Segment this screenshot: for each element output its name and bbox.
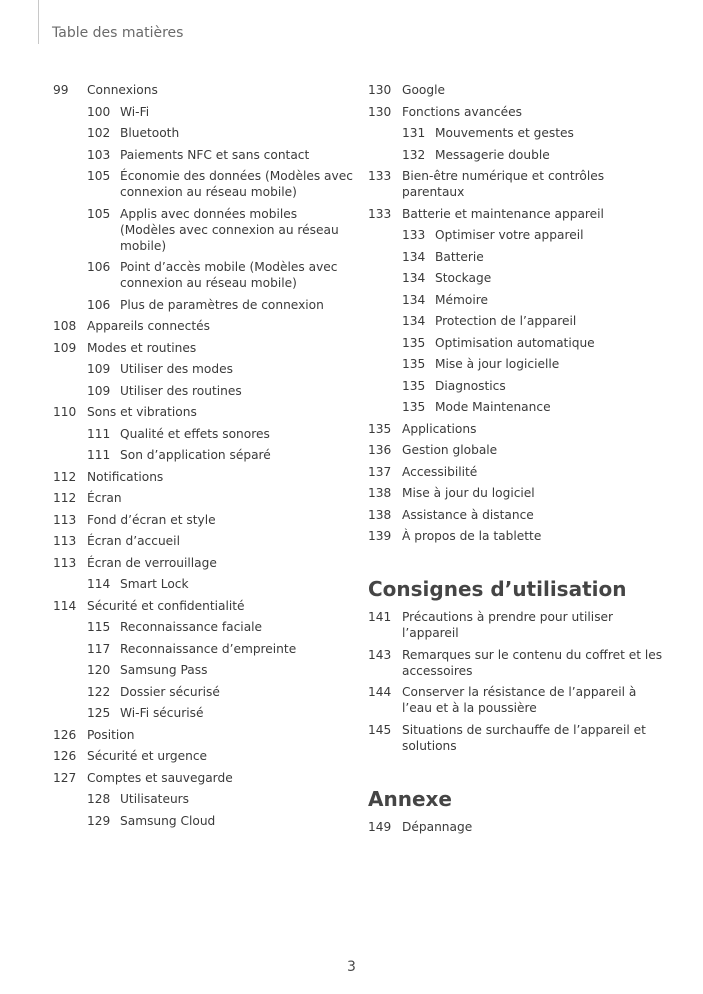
- toc-entry[interactable]: [53, 555, 353, 571]
- toc-entry-page: 145: [368, 722, 392, 737]
- toc-entry-page: 117: [87, 641, 111, 656]
- toc-entry-page: 106: [87, 297, 111, 312]
- toc-entry-page: 125: [87, 706, 111, 720]
- toc-entry[interactable]: [53, 490, 353, 506]
- toc-entry-page: 135: [402, 335, 426, 350]
- toc-entry-page: 120: [87, 663, 111, 677]
- toc-entry-page: 143: [368, 647, 392, 662]
- section-title-annexe: Annexe: [368, 787, 452, 811]
- toc-entry-page: 129: [87, 813, 111, 828]
- toc-entry[interactable]: [53, 813, 353, 829]
- toc-entry-page: 135: [402, 378, 426, 393]
- toc-entry[interactable]: [53, 598, 353, 614]
- toc-entry-title: Assistance à distance: [402, 507, 534, 522]
- toc-entry-page: 134: [402, 292, 426, 307]
- toc-entry-page: 137: [368, 464, 392, 479]
- toc-entry-title: Notifications: [87, 469, 164, 484]
- toc-entry-title: Wi-Fi sécurisé: [120, 706, 204, 720]
- toc-entry[interactable]: [368, 399, 668, 415]
- toc-entry-title: Bluetooth: [120, 126, 180, 140]
- toc-entry-title: Économie des données (Modèles avec connexion au réseau mobile): [120, 169, 353, 199]
- toc-entry[interactable]: [53, 104, 353, 120]
- toc-entry[interactable]: [53, 791, 353, 807]
- toc-entry[interactable]: [368, 507, 668, 523]
- toc-entry-title: Batterie et maintenance appareil: [402, 206, 604, 221]
- toc-entry-title: Utiliser des modes: [120, 362, 233, 376]
- toc-entry[interactable]: [368, 647, 668, 679]
- toc-entry[interactable]: [368, 442, 668, 458]
- toc-entry-title: Plus de paramètres de connexion: [120, 297, 324, 312]
- toc-entry-page: 111: [87, 426, 111, 441]
- toc-entry-page: 131: [402, 126, 426, 140]
- toc-entry-title: Applications: [402, 421, 477, 436]
- toc-entry[interactable]: [368, 292, 668, 308]
- toc-entry[interactable]: [368, 464, 668, 480]
- toc-entry-page: 135: [402, 357, 426, 371]
- toc-entry[interactable]: [368, 125, 668, 141]
- toc-entry-page: 136: [368, 443, 392, 457]
- toc-entry[interactable]: [53, 727, 353, 743]
- toc-entry-page: 135: [368, 421, 392, 436]
- toc-entry-title: Dossier sécurisé: [120, 684, 220, 699]
- toc-entry-page: 114: [53, 598, 77, 613]
- toc-entry-title: Smart Lock: [120, 577, 189, 591]
- toc-entry[interactable]: [53, 533, 353, 549]
- toc-entry[interactable]: [368, 722, 668, 754]
- toc-entry-title: Gestion globale: [402, 443, 498, 457]
- toc-entry-title: Fonctions avancées: [402, 104, 522, 119]
- toc-entry-title: À propos de la tablette: [402, 529, 542, 543]
- toc-entry-title: Appareils connectés: [87, 319, 210, 333]
- toc-entry[interactable]: [368, 168, 668, 200]
- toc-entry-title: Optimisation automatique: [435, 335, 595, 350]
- toc-entry-title: Bien-être numérique et contrôles parentaux: [402, 169, 605, 199]
- toc-entry-page: 134: [402, 249, 426, 264]
- toc-entry[interactable]: [53, 147, 353, 163]
- toc-entry-title: Remarques sur le contenu du coffret et les accessoires: [402, 647, 663, 678]
- toc-entry-title: Sécurité et urgence: [87, 749, 208, 763]
- toc-left-column: [53, 82, 353, 834]
- toc-entry-page: 109: [87, 383, 111, 398]
- toc-entry-page: 113: [53, 534, 77, 548]
- toc-entry-title: Accessibilité: [402, 464, 478, 479]
- toc-entry[interactable]: [368, 684, 668, 716]
- toc-entry[interactable]: [53, 512, 353, 528]
- section-annexe: [368, 787, 668, 841]
- toc-entry-title: Paiements NFC et sans contact: [120, 147, 310, 162]
- toc-entry-page: 122: [87, 684, 111, 699]
- toc-entry[interactable]: [368, 378, 668, 394]
- toc-entry-page: 138: [368, 486, 392, 500]
- toc-entry-page: 102: [87, 126, 111, 140]
- toc-entry[interactable]: [53, 404, 353, 420]
- toc-entry[interactable]: [53, 318, 353, 334]
- toc-entry-title: Précautions à prendre pour utiliser l’appareil: [402, 610, 614, 640]
- toc-entry-title: Point d’accès mobile (Modèles avec connexion au réseau mobile): [120, 260, 338, 290]
- toc-entry-title: Utilisateurs: [120, 792, 190, 806]
- toc-entry-page: 108: [53, 319, 77, 333]
- toc-entry[interactable]: [368, 206, 668, 222]
- toc-entry-page: 128: [87, 792, 111, 806]
- toc-entry-title: Fond d’écran et style: [87, 512, 216, 527]
- section-annexe-list: [368, 819, 668, 835]
- toc-entry-title: Optimiser votre appareil: [435, 228, 584, 242]
- page-header-title: Table des matières: [52, 25, 184, 41]
- toc-entry[interactable]: [368, 270, 668, 286]
- toc-entry-page: 149: [368, 820, 392, 834]
- toc-entry-title: Qualité et effets sonores: [120, 426, 270, 441]
- toc-entry-title: Conserver la résistance de l’appareil à l’eau et à la poussière: [402, 685, 637, 715]
- toc-entry[interactable]: [368, 528, 668, 544]
- toc-entry-title: Écran de verrouillage: [87, 555, 217, 570]
- toc-entry-title: Reconnaissance d’empreinte: [120, 641, 297, 656]
- toc-entry-page: 127: [53, 770, 77, 785]
- toc-entry-page: 110: [53, 405, 77, 419]
- toc-entry-page: 133: [368, 206, 392, 221]
- toc-entry-page: 134: [402, 271, 426, 285]
- toc-entry-title: Batterie: [435, 249, 484, 264]
- toc-entry-title: Applis avec données mobiles (Modèles avec connexion au réseau mobile): [120, 206, 339, 253]
- toc-entry[interactable]: [53, 684, 353, 700]
- toc-entry-title: Messagerie double: [435, 147, 550, 162]
- toc-entry[interactable]: [53, 447, 353, 463]
- toc-entry-title: Écran: [87, 491, 122, 505]
- toc-entry[interactable]: [53, 426, 353, 442]
- toc-entry-page: 115: [87, 620, 111, 634]
- toc-entry[interactable]: [368, 485, 668, 501]
- section-title-consignes: Consignes d’utilisation: [368, 577, 627, 601]
- toc-entry[interactable]: [368, 249, 668, 265]
- toc-entry-title: Écran d’accueil: [87, 534, 180, 548]
- toc-entry-title: Stockage: [435, 271, 492, 285]
- toc-entry-page: 126: [53, 749, 77, 763]
- toc-entry[interactable]: [53, 576, 353, 592]
- toc-entry-page: 126: [53, 727, 77, 742]
- toc-entry[interactable]: [53, 168, 353, 200]
- toc-entry-page: 113: [53, 512, 77, 527]
- toc-entry[interactable]: [53, 383, 353, 399]
- toc-entry[interactable]: [368, 356, 668, 372]
- toc-entry-title: Position: [87, 727, 135, 742]
- toc-entry[interactable]: [53, 641, 353, 657]
- toc-entry-page: 105: [87, 169, 111, 183]
- toc-entry-page: 112: [53, 469, 77, 484]
- toc-entry[interactable]: [368, 609, 668, 641]
- toc-entry-page: 138: [368, 507, 392, 522]
- toc-entry-title: Mémoire: [435, 292, 488, 307]
- toc-entry-page: 139: [368, 529, 392, 543]
- toc-entry[interactable]: [368, 819, 668, 835]
- toc-entry[interactable]: [368, 104, 668, 120]
- toc-entry[interactable]: [53, 82, 353, 98]
- toc-entry[interactable]: [53, 125, 353, 141]
- toc-entry-title: Dépannage: [402, 820, 473, 834]
- toc-entry-title: Comptes et sauvegarde: [87, 770, 233, 785]
- toc-entry-page: 105: [87, 206, 111, 221]
- page-number: 3: [347, 959, 356, 975]
- toc-entry-page: 130: [368, 83, 392, 97]
- toc-entry-page: 114: [87, 577, 111, 591]
- toc-entry-title: Son d’application séparé: [120, 448, 271, 462]
- toc-entry-title: Modes et routines: [87, 340, 197, 355]
- toc-entry[interactable]: [368, 147, 668, 163]
- toc-entry-title: Samsung Cloud: [120, 813, 216, 828]
- toc-entry-title: Mise à jour du logiciel: [402, 486, 535, 500]
- toc-entry[interactable]: [53, 259, 353, 291]
- toc-entry-page: 111: [87, 448, 111, 462]
- toc-entry-page: 109: [87, 362, 111, 376]
- toc-entry-page: 106: [87, 260, 111, 274]
- toc-entry[interactable]: [53, 619, 353, 635]
- toc-entry-title: Mouvements et gestes: [435, 126, 574, 140]
- toc-entry[interactable]: [53, 748, 353, 764]
- toc-entry-title: Sons et vibrations: [87, 405, 197, 419]
- section-consignes: [368, 577, 668, 759]
- section-consignes-list: [368, 609, 668, 754]
- toc-entry[interactable]: [53, 206, 353, 254]
- header-divider: [38, 0, 39, 44]
- toc-entry-page: 144: [368, 685, 392, 699]
- toc-entry-title: Mode Maintenance: [435, 400, 551, 414]
- toc-entry-page: 133: [368, 169, 392, 183]
- toc-entry[interactable]: [368, 335, 668, 351]
- toc-entry[interactable]: [368, 227, 668, 243]
- toc-entry-page: 100: [87, 104, 111, 119]
- toc-entry-title: Google: [402, 83, 445, 97]
- toc-entry-title: Utiliser des routines: [120, 383, 242, 398]
- toc-entry-title: Diagnostics: [435, 378, 506, 393]
- toc-entry-page: 112: [53, 491, 77, 505]
- toc-entry-title: Wi-Fi: [120, 104, 150, 119]
- toc-right-column: [368, 82, 668, 550]
- toc-entry-page: 132: [402, 147, 426, 162]
- toc-entry-page: 141: [368, 610, 392, 624]
- toc-entry-title: Samsung Pass: [120, 663, 208, 677]
- toc-entry[interactable]: [53, 662, 353, 678]
- toc-entry-title: Mise à jour logicielle: [435, 357, 560, 371]
- toc-entry-page: 134: [402, 314, 426, 328]
- toc-entry[interactable]: [53, 469, 353, 485]
- toc-entry-page: 133: [402, 228, 426, 242]
- toc-entry-page: 113: [53, 555, 77, 570]
- toc-entry-page: 135: [402, 400, 426, 414]
- toc-entry-page: 130: [368, 104, 392, 119]
- toc-entry[interactable]: [53, 361, 353, 377]
- toc-entry-title: Protection de l’appareil: [435, 314, 577, 328]
- toc-entry-title: Connexions: [87, 83, 158, 97]
- toc-entry[interactable]: [368, 421, 668, 437]
- toc-entry-title: Sécurité et confidentialité: [87, 598, 245, 613]
- toc-entry[interactable]: [53, 770, 353, 786]
- toc-entry[interactable]: [53, 340, 353, 356]
- toc-entry[interactable]: [368, 313, 668, 329]
- toc-entry[interactable]: [53, 297, 353, 313]
- toc-entry-page: 103: [87, 147, 111, 162]
- toc-entry-page: 109: [53, 340, 77, 355]
- toc-entry[interactable]: [53, 705, 353, 721]
- toc-entry-title: Reconnaissance faciale: [120, 620, 263, 634]
- toc-entry[interactable]: [368, 82, 668, 98]
- toc-entry-title: Situations de surchauffe de l’appareil et solutions: [402, 722, 646, 753]
- toc-entry-page: 99: [53, 83, 69, 97]
